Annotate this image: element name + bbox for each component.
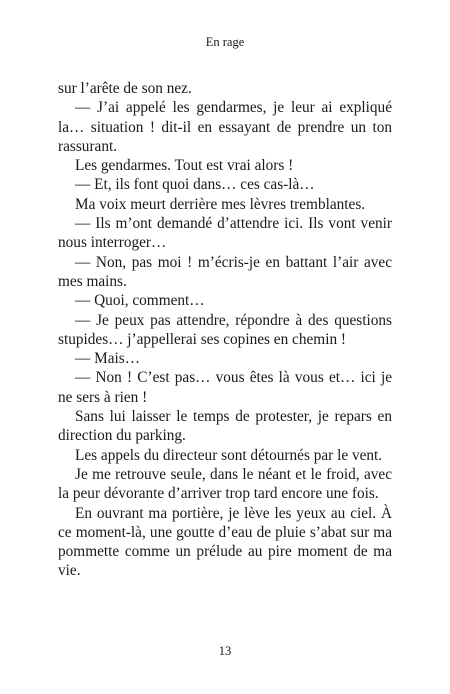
paragraph: Ma voix meurt derrière mes lèvres tremblantes. — [75, 195, 366, 213]
paragraph: — Quoi, comment… — [75, 292, 205, 310]
body-text — [58, 79, 392, 581]
paragraph: Les appels du directeur sont détournés par le vent. — [75, 446, 383, 464]
paragraph: sur l’arête de son nez. — [58, 80, 192, 97]
paragraph: Les gendarmes. Tout est vrai alors ! — [75, 157, 294, 175]
paragraph: Sans lui laisser le temps de protester, je repars en direction du parking. — [58, 408, 392, 445]
running-header: En rage — [205, 35, 245, 49]
page-number: 13 — [218, 644, 232, 658]
paragraph: — Mais… — [75, 350, 141, 368]
paragraph: — Non ! C’est pas… vous êtes là vous et… ici je ne sers à rien ! — [58, 369, 392, 406]
paragraph: — Ils m’ont demandé d’attendre ici. Ils vont venir nous interroger… — [58, 215, 392, 252]
paragraph: — Non, pas moi ! m’écris-je en battant l’air avec mes mains. — [58, 253, 392, 290]
paragraph: En ouvrant ma portière, je lève les yeux au ciel. À ce moment-là, une goutte d’eau de pluie s’abat sur ma pommette comme un prélude au pire moment de ma vie. — [58, 504, 392, 580]
paragraph: — Et, ils font quoi dans… ces cas-là… — [75, 176, 315, 194]
paragraph: Je me retrouve seule, dans le néant et le froid, avec la peur dévorante d’arriver trop tard encore une fois. — [58, 465, 392, 503]
paragraph: — Je peux pas attendre, répondre à des questions stupides… j’appellerai ses copines en chemin ! — [58, 311, 392, 348]
paragraph: — J’ai appelé les gendarmes, je leur ai expliqué la… situation ! dit-il en essayant de prendre un ton rassurant. — [58, 99, 392, 155]
